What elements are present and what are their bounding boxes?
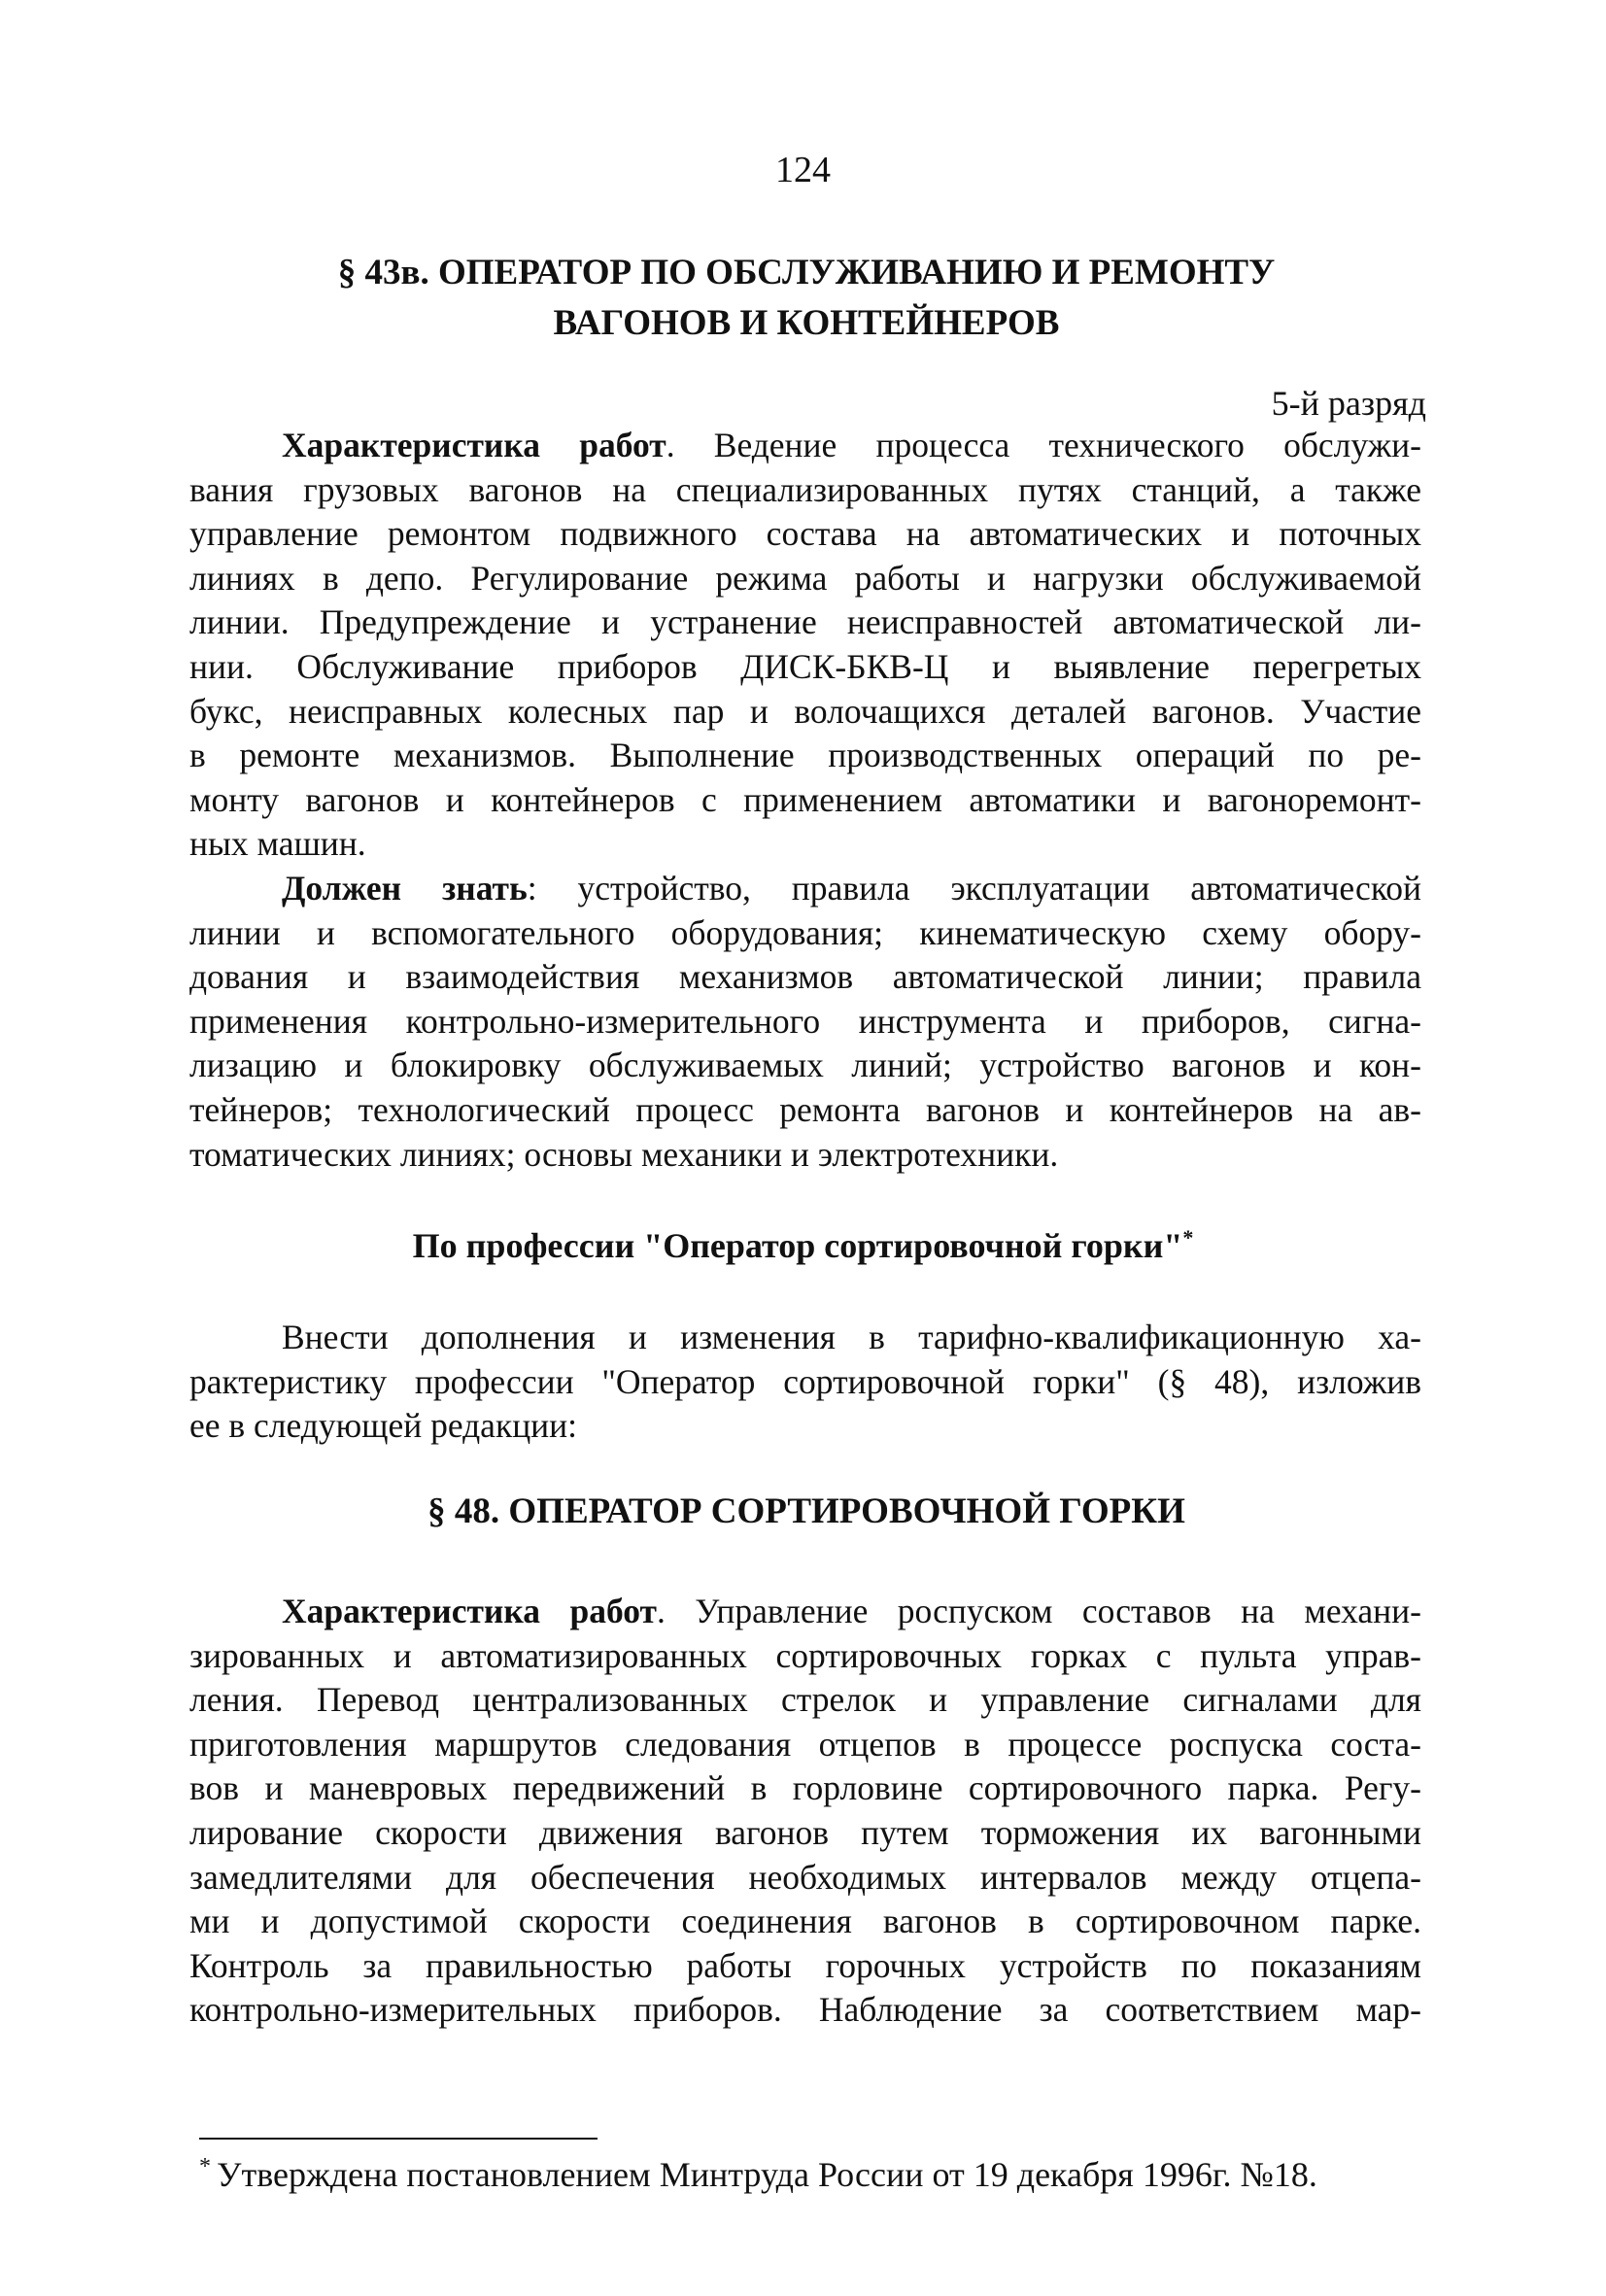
characteristics-label: Характеристика работ	[282, 1592, 657, 1630]
profession-heading-text: По профессии "Оператор сортировочной горки"	[412, 1226, 1183, 1265]
section-48-title	[175, 1487, 1438, 1537]
text-line: линиях в депо. Регулирование режима работы и нагрузки обслуживаемой	[189, 558, 1421, 598]
text-line: ных машин.	[189, 824, 366, 864]
must-know-label: Должен знать	[282, 869, 528, 908]
section-48-title-text: § 48. ОПЕРАТОР СОРТИРОВОЧНОЙ ГОРКИ	[427, 1491, 1185, 1531]
profession-heading	[0, 1222, 1606, 1269]
text-line: томатических линиях; основы механики и электротехники.	[189, 1134, 1059, 1174]
text-line: Характеристика работ. Ведение процесса технического обслужи-	[282, 426, 1421, 464]
footnote-marker: *	[1182, 1225, 1194, 1250]
characteristics-label: Характеристика работ	[282, 426, 666, 464]
text-line: дования и взаимодействия механизмов автоматической линии; правила	[189, 957, 1421, 997]
text-line: применения контрольно-измерительного инструмента и приборов, сигна-	[189, 1001, 1421, 1041]
text-line: приготовления маршрутов следования отцепов в процессе роспуска соста-	[189, 1724, 1421, 1764]
section-43v-must-know	[189, 867, 1421, 1177]
footnote-divider	[199, 2138, 598, 2140]
section-43v-title-line2: ВАГОНОВ И КОНТЕЙНЕРОВ	[553, 303, 1060, 343]
page-number: 124	[775, 150, 831, 190]
text-line: в ремонте механизмов. Выполнение производственных операций по ре-	[189, 736, 1421, 775]
text-line: нии. Обслуживание приборов ДИСК-БКВ-Ц и выявление перегретых	[189, 646, 1421, 686]
text-line: вов и маневровых передвижений в горловине сортировочного парка. Регу-	[189, 1768, 1421, 1808]
text-line: лизацию и блокировку обслуживаемых линий; устройство вагонов и кон-	[189, 1045, 1421, 1085]
footnote-text: Утверждена постановлением Минтруда России от 19 декабря 1996г. №18.	[217, 2155, 1317, 2194]
text-line: контрольно-измерительных приборов. Наблюдение за соответствием мар-	[189, 1990, 1421, 2030]
text-line: зированных и автоматизированных сортировочных горках с пульта управ-	[189, 1635, 1421, 1675]
text-line: тейнеров; технологический процесс ремонта вагонов и контейнеров на ав-	[189, 1089, 1421, 1129]
text-line: Характеристика работ. Управление роспуском составов на механи-	[282, 1592, 1421, 1630]
section-43v-title-line1: § 43в. ОПЕРАТОР ПО ОБСЛУЖИВАНИЮ И РЕМОНТУ	[337, 253, 1276, 292]
text-line: вания грузовых вагонов на специализированных путях станций, а также	[189, 469, 1421, 509]
amendment-paragraph	[189, 1316, 1421, 1449]
text-line: линии. Предупреждение и устранение неисправностей автоматической ли-	[189, 602, 1421, 642]
text-line: лирование скорости движения вагонов путем торможения их вагонными	[189, 1812, 1421, 1852]
text-line: рактеристику профессии "Оператор сортировочной горки" (§ 48), изложив	[189, 1361, 1421, 1401]
section-48-characteristics	[189, 1590, 1421, 2033]
text-line: управление ремонтом подвижного состава на автоматических и поточных	[189, 514, 1421, 554]
text-line: монту вагонов и контейнеров с применением автоматики и вагоноремонт-	[189, 779, 1421, 819]
footnote-mark: *	[199, 2154, 211, 2179]
text-line: ми и допустимой скорости соединения вагонов в сортировочном парке.	[189, 1902, 1421, 1941]
section-43v-title	[175, 248, 1438, 349]
text-line: Контроль за правильностью работы горочных устройств по показаниям	[189, 1945, 1421, 1985]
footnote	[199, 2151, 1433, 2198]
text-line: ее в следующей редакции:	[189, 1406, 578, 1446]
text-line: Внести дополнения и изменения в тарифно-квалификационную ха-	[282, 1318, 1421, 1356]
text-line: Должен знать: устройство, правила эксплуатации автоматической	[282, 869, 1422, 908]
text-line: букс, неисправных колесных пар и волочащихся деталей вагонов. Участие	[189, 691, 1421, 731]
section-43v-characteristics	[189, 424, 1421, 867]
text-line: замедлителями для обеспечения необходимых интервалов между отцепа-	[189, 1857, 1421, 1897]
rank-label: 5-й разряд	[1271, 384, 1426, 423]
text-line: ления. Перевод централизованных стрелок и управление сигналами для	[189, 1680, 1421, 1720]
text-line: линии и вспомогательного оборудования; кинематическую схему обору-	[189, 912, 1421, 952]
